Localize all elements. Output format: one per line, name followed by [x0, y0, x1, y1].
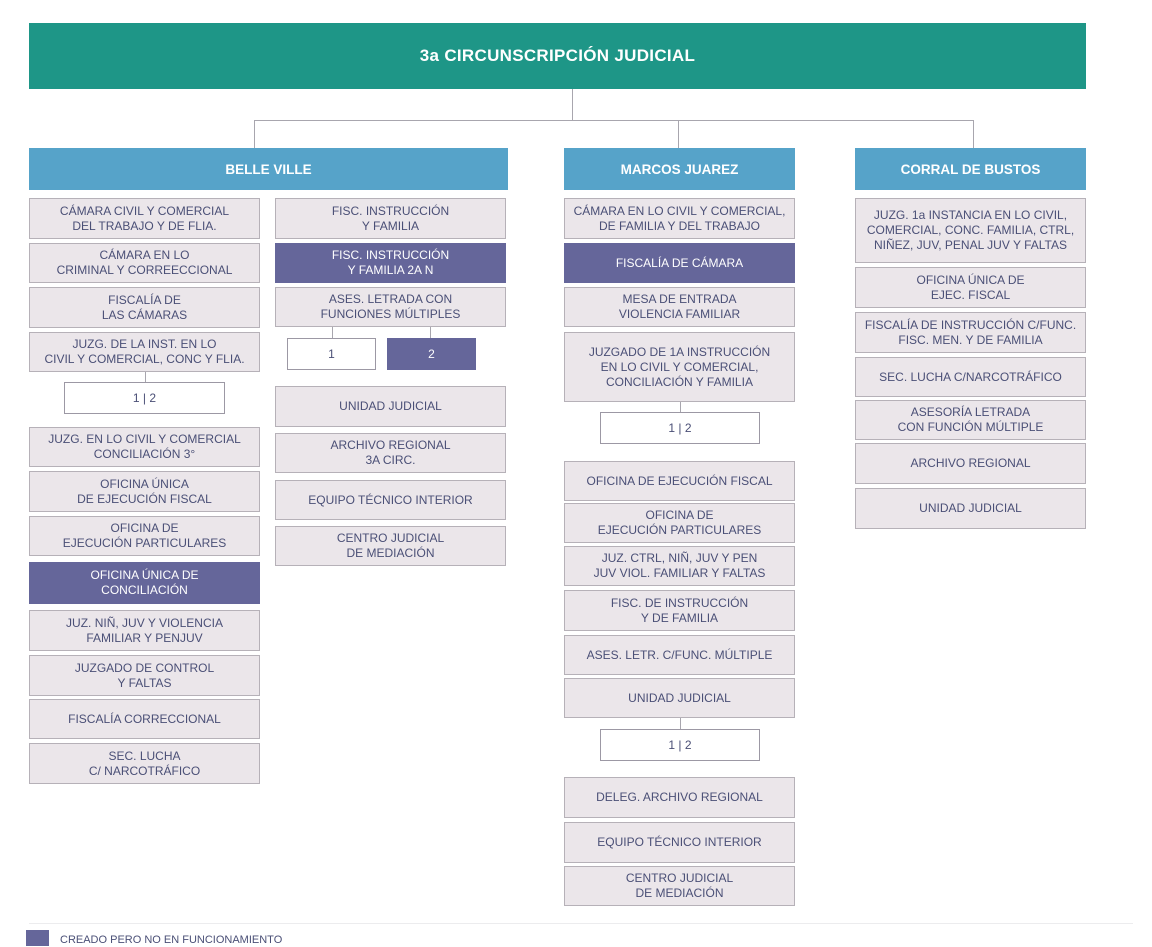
org-box: OFICINA DE EJECUCIÓN FISCAL	[564, 461, 795, 501]
org-box: MESA DE ENTRADA VIOLENCIA FAMILIAR	[564, 287, 795, 327]
org-box: ARCHIVO REGIONAL 3A CIRC.	[275, 433, 506, 473]
connector-horizontal	[254, 120, 974, 121]
org-box: CENTRO JUDICIAL DE MEDIACIÓN	[275, 526, 506, 566]
org-box: EQUIPO TÉCNICO INTERIOR	[275, 480, 506, 520]
org-box: FISC. DE INSTRUCCIÓN Y DE FAMILIA	[564, 590, 795, 631]
org-box: OFICINA DE EJECUCIÓN PARTICULARES	[29, 516, 260, 556]
org-box: JUZ. NIÑ, JUV Y VIOLENCIA FAMILIAR Y PENJUV	[29, 610, 260, 651]
connector-marcos-juarez	[678, 120, 679, 148]
org-box: JUZ. CTRL, NIÑ, JUV Y PEN JUV VIOL. FAMILIAR Y FALTAS	[564, 546, 795, 586]
org-box: CENTRO JUDICIAL DE MEDIACIÓN	[564, 866, 795, 906]
sub-office-box-not-functioning: 2	[387, 338, 476, 370]
org-box: FISCALÍA CORRECCIONAL	[29, 699, 260, 739]
org-box: UNIDAD JUDICIAL	[855, 488, 1086, 529]
org-box: SEC. LUCHA C/NARCOTRÁFICO	[855, 357, 1086, 397]
org-box: EQUIPO TÉCNICO INTERIOR	[564, 822, 795, 863]
org-box-not-functioning: OFICINA ÚNICA DE CONCILIACIÓN	[29, 562, 260, 604]
legend-swatch	[26, 930, 49, 946]
org-box: FISC. INSTRUCCIÓN Y FAMILIA	[275, 198, 506, 239]
org-box: ASES. LETR. C/FUNC. MÚLTIPLE	[564, 635, 795, 675]
org-box-not-functioning: FISCALÍA DE CÁMARA	[564, 243, 795, 283]
connector-mj-unidad-sub	[680, 718, 681, 729]
connector-corral-de-bustos	[973, 120, 974, 148]
org-box: SEC. LUCHA C/ NARCOTRÁFICO	[29, 743, 260, 784]
org-box: CÁMARA EN LO CIVIL Y COMERCIAL, DE FAMILIA Y DEL TRABAJO	[564, 198, 795, 239]
connector-trunk	[572, 89, 573, 121]
org-box: FISCALÍA DE LAS CÁMARAS	[29, 287, 260, 328]
org-box: OFICINA ÚNICA DE EJECUCIÓN FISCAL	[29, 471, 260, 512]
org-box: ASESORÍA LETRADA CON FUNCIÓN MÚLTIPLE	[855, 400, 1086, 440]
connector-mj-juzg-sub	[680, 402, 681, 412]
sub-office-box: 1	[287, 338, 376, 370]
connector-belle-ville	[254, 120, 255, 148]
org-box-not-functioning: FISC. INSTRUCCIÓN Y FAMILIA 2A N	[275, 243, 506, 283]
connector-ases-sub-2	[430, 327, 431, 338]
org-box: ASES. LETRADA CON FUNCIONES MÚLTIPLES	[275, 287, 506, 327]
org-box: JUZG. DE LA INST. EN LO CIVIL Y COMERCIAL, CONC Y FLIA.	[29, 332, 260, 372]
org-box: JUZGADO DE 1A INSTRUCCIÓN EN LO CIVIL Y COMERCIAL, CONCILIACIÓN Y FAMILIA	[564, 332, 795, 402]
org-box: UNIDAD JUDICIAL	[564, 678, 795, 718]
org-box: OFICINA DE EJECUCIÓN PARTICULARES	[564, 503, 795, 543]
legend-divider	[29, 923, 1133, 924]
org-box: ARCHIVO REGIONAL	[855, 443, 1086, 484]
org-box: UNIDAD JUDICIAL	[275, 386, 506, 427]
header-corral-de-bustos: CORRAL DE BUSTOS	[855, 148, 1086, 190]
org-box: DELEG. ARCHIVO REGIONAL	[564, 777, 795, 818]
org-box: FISCALÍA DE INSTRUCCIÓN C/FUNC. FISC. MEN. Y DE FAMILIA	[855, 312, 1086, 353]
legend-label: CREADO PERO NO EN FUNCIONAMIENTO	[60, 934, 283, 946]
sub-office-box: 1 | 2	[64, 382, 225, 414]
org-box: OFICINA ÚNICA DE EJEC. FISCAL	[855, 267, 1086, 308]
org-box: JUZGADO DE CONTROL Y FALTAS	[29, 655, 260, 696]
org-box: CÁMARA EN LO CRIMINAL Y CORREECCIONAL	[29, 243, 260, 283]
header-belle-ville: BELLE VILLE	[29, 148, 508, 190]
org-box: JUZG. 1a INSTANCIA EN LO CIVIL, COMERCIAL, CONC. FAMILIA, CTRL, NIÑEZ, JUV, PENAL JUV Y FALTAS	[855, 198, 1086, 263]
header-marcos-juarez: MARCOS JUAREZ	[564, 148, 795, 190]
connector-ases-sub-1	[332, 327, 333, 338]
page-title: 3a CIRCUNSCRIPCIÓN JUDICIAL	[29, 23, 1086, 89]
sub-office-box: 1 | 2	[600, 412, 760, 444]
org-box: CÁMARA CIVIL Y COMERCIAL DEL TRABAJO Y DE FLIA.	[29, 198, 260, 239]
org-box: JUZG. EN LO CIVIL Y COMERCIAL CONCILIACIÓN 3°	[29, 427, 260, 467]
sub-office-box: 1 | 2	[600, 729, 760, 761]
